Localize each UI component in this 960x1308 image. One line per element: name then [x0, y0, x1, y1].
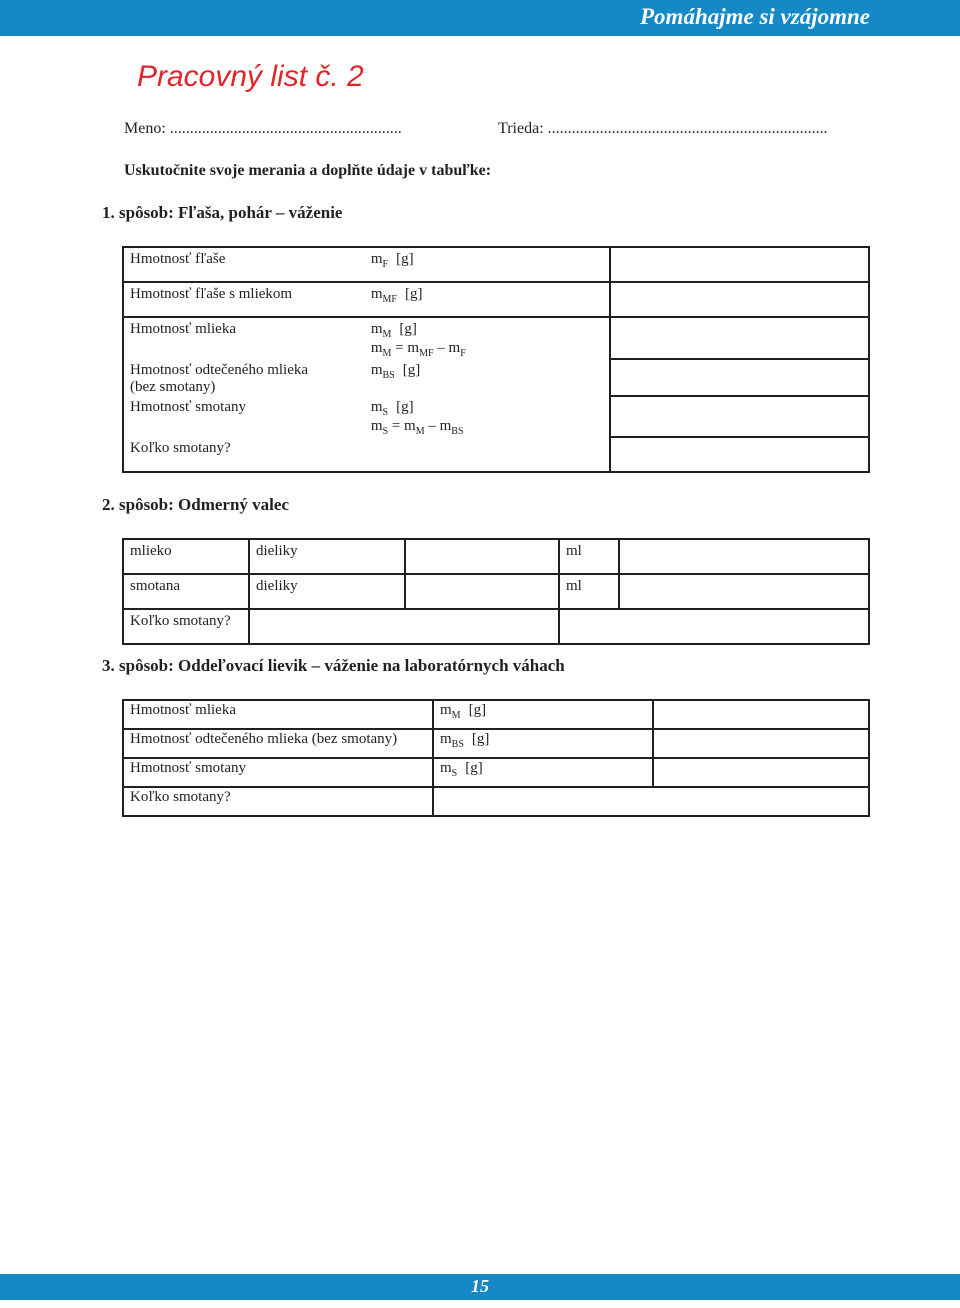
table-row [123, 758, 869, 787]
answer-cell[interactable] [405, 539, 559, 574]
answer-cell[interactable] [433, 787, 869, 816]
table-row [123, 609, 869, 644]
symbol: m [370, 321, 383, 337]
instruction-text: Uskutočnite svoje merania a doplňte údaje v tabuľke: [124, 162, 492, 179]
symbol-subscript: M [382, 329, 392, 340]
symbol-subscript: MF [382, 294, 397, 305]
row-label: Koľko smotany? [130, 613, 231, 629]
symbol: m [370, 362, 383, 378]
header-slogan: Pomáhajme si vzájomne [640, 4, 870, 29]
row-label: Hmotnosť fľaše s mliekom [130, 286, 293, 302]
answer-cell[interactable] [610, 317, 869, 359]
row-label: Hmotnosť mlieka [130, 702, 236, 718]
table-row [123, 787, 869, 816]
table-row [123, 282, 869, 317]
row-label: mlieko [130, 543, 172, 559]
top-bar [0, 0, 960, 36]
symbol: m [370, 399, 383, 415]
symbol: m [370, 286, 383, 302]
unit: [g] [399, 321, 417, 337]
symbol: m [440, 760, 452, 776]
symbol-subscript: M [451, 710, 461, 721]
answer-cell[interactable] [405, 574, 559, 609]
section3-heading: 3. spôsob: Oddeľovací lievik – váženie na laboratórnych váhach [102, 656, 565, 675]
table-row [123, 396, 869, 437]
unit-label: ml [566, 543, 582, 559]
answer-cell[interactable] [619, 539, 869, 574]
unit: [g] [396, 399, 414, 415]
table-row [123, 437, 869, 472]
row-label: Hmotnosť mlieka [130, 321, 236, 337]
answer-cell[interactable] [559, 609, 869, 644]
worksheet-title: Pracovný list č. 2 [137, 60, 364, 93]
row-label: Koľko smotany? [130, 789, 231, 805]
answer-cell[interactable] [610, 437, 869, 472]
unit-label: dieliky [256, 543, 298, 559]
answer-cell[interactable] [610, 247, 869, 282]
symbol: m [440, 702, 452, 718]
answer-cell[interactable] [249, 609, 559, 644]
symbol: m [440, 731, 452, 747]
row-label: Hmotnosť odtečeného mlieka [130, 362, 309, 378]
answer-cell[interactable] [653, 729, 869, 758]
formula: $m_M = m_{MF} - m_F$ [370, 340, 466, 359]
section2-table [122, 538, 870, 645]
table-row [123, 729, 869, 758]
row-label: Hmotnosť odtečeného mlieka (bez smotany) [130, 731, 398, 747]
row-label: Koľko smotany? [130, 440, 231, 456]
answer-cell[interactable] [610, 359, 869, 396]
page-number: 15 [471, 1276, 489, 1296]
table-row [123, 247, 869, 282]
unit: [g] [471, 731, 490, 747]
formula: $m_S = m_M - m_{BS}$ [370, 418, 464, 437]
table-row [123, 317, 869, 359]
table-row [123, 574, 869, 609]
answer-cell[interactable] [610, 396, 869, 437]
answer-cell[interactable] [610, 282, 869, 317]
unit: [g] [404, 286, 423, 302]
row-label: Hmotnosť smotany [130, 760, 246, 776]
symbol-subscript: S [451, 768, 458, 779]
table-row [123, 359, 869, 396]
section1-heading: 1. spôsob: Fľaša, pohár – váženie [102, 203, 343, 222]
unit: [g] [465, 760, 483, 776]
row-label: Hmotnosť smotany [130, 399, 246, 415]
bottom-bar [0, 1274, 960, 1300]
answer-cell[interactable] [653, 758, 869, 787]
name-field[interactable]: Meno: .......................................................... [124, 120, 402, 137]
answer-cell[interactable] [619, 574, 869, 609]
answer-cell[interactable] [653, 700, 869, 729]
row-label-note: (bez smotany) [130, 379, 216, 395]
symbol-subscript: S [382, 407, 389, 418]
section2-heading: 2. spôsob: Odmerný valec [102, 495, 289, 514]
table-row [123, 700, 869, 729]
class-field[interactable]: Trieda: ...................................................................... [498, 120, 828, 137]
section1-table [122, 246, 870, 473]
row-label: Hmotnosť fľaše [130, 251, 226, 267]
table-row [123, 539, 869, 574]
section3-table [122, 699, 870, 817]
unit: [g] [468, 702, 487, 718]
symbol: m [370, 251, 383, 267]
unit: [g] [402, 362, 421, 378]
unit-label: dieliky [256, 578, 298, 594]
symbol-subscript: BS [382, 370, 395, 381]
unit-label: ml [566, 578, 582, 594]
symbol-subscript: F [382, 259, 389, 270]
unit: [g] [396, 251, 414, 267]
symbol-subscript: BS [451, 739, 464, 750]
row-label: smotana [130, 578, 180, 594]
